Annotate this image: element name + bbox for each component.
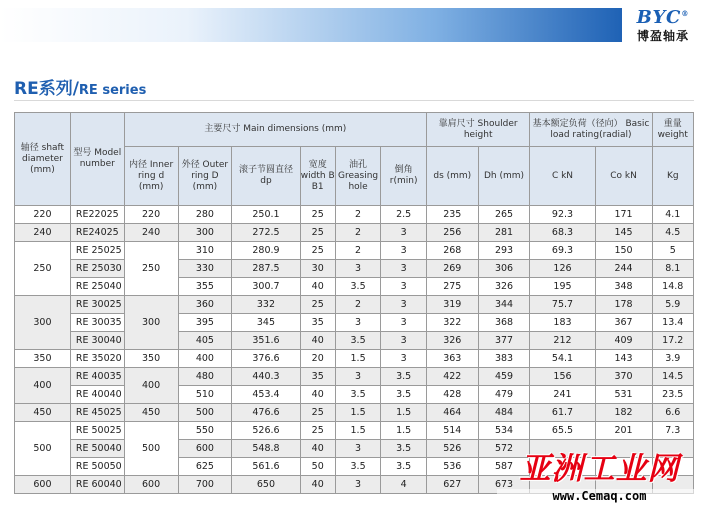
cell-c: 75.7 (530, 296, 595, 314)
cell-r: 3 (381, 314, 427, 332)
cell-outer: 330 (178, 260, 232, 278)
cell-dp: 526.6 (232, 422, 300, 440)
cell-model: RE22025 (70, 206, 124, 224)
table-row (15, 458, 694, 476)
cell-outer: 550 (178, 422, 232, 440)
cell-dh: 306 (478, 260, 530, 278)
cell-model: RE 25040 (70, 278, 124, 296)
col-ds: ds (mm) (426, 147, 478, 206)
cell-kg: 13.4 (652, 314, 694, 332)
page-title: RE系列/RE series (14, 79, 147, 99)
cell-width: 25 (300, 296, 335, 314)
cell-kg: 4.5 (652, 224, 694, 242)
cell-co: 143 (595, 350, 652, 368)
cell-outer: 300 (178, 224, 232, 242)
cell-outer: 510 (178, 386, 232, 404)
col-main-dimensions: 主要尺寸 Main dimensions (mm) (124, 113, 426, 147)
cell-r: 3.5 (381, 458, 427, 476)
table-body (15, 206, 694, 494)
cell-co: 409 (595, 332, 652, 350)
cell-co (595, 476, 652, 494)
cell-hole: 3 (335, 368, 381, 386)
cell-outer: 480 (178, 368, 232, 386)
cell-dp: 272.5 (232, 224, 300, 242)
cell-dh: 459 (478, 368, 530, 386)
table-row (15, 278, 694, 296)
cell-hole: 3.5 (335, 386, 381, 404)
cell-model: RE 50050 (70, 458, 124, 476)
cell-width: 25 (300, 206, 335, 224)
cell-c: 195 (530, 278, 595, 296)
title-divider (14, 100, 694, 101)
cell-dh: 534 (478, 422, 530, 440)
cell-dh: 383 (478, 350, 530, 368)
cell-width: 40 (300, 386, 335, 404)
cell-kg: 5.9 (652, 296, 694, 314)
cell-ds: 464 (426, 404, 478, 422)
cell-shaft: 450 (15, 404, 71, 422)
cell-ds: 326 (426, 332, 478, 350)
cell-c: 92.3 (530, 206, 595, 224)
cell-model: RE 50040 (70, 440, 124, 458)
cell-dh: 326 (478, 278, 530, 296)
cell-inner-ring: 450 (124, 404, 178, 422)
cell-shaft: 400 (15, 368, 71, 404)
table-row (15, 350, 694, 368)
col-outer-ring: 外径 Outer ring D (mm) (178, 147, 232, 206)
cell-outer: 355 (178, 278, 232, 296)
cell-ds: 627 (426, 476, 478, 494)
table-row (15, 386, 694, 404)
cell-shaft: 220 (15, 206, 71, 224)
cell-r: 3.5 (381, 368, 427, 386)
cell-width: 25 (300, 224, 335, 242)
table-row (15, 422, 694, 440)
cell-r: 3 (381, 260, 427, 278)
cell-r: 1.5 (381, 422, 427, 440)
cell-dp: 332 (232, 296, 300, 314)
cell-c: 183 (530, 314, 595, 332)
cell-outer: 310 (178, 242, 232, 260)
cell-dh: 368 (478, 314, 530, 332)
cell-dp: 287.5 (232, 260, 300, 278)
cell-inner-ring: 220 (124, 206, 178, 224)
cell-dh: 293 (478, 242, 530, 260)
cell-outer: 405 (178, 332, 232, 350)
cell-co: 150 (595, 242, 652, 260)
cell-hole: 3 (335, 440, 381, 458)
cell-kg (652, 458, 694, 476)
table-row (15, 296, 694, 314)
cell-hole: 3.5 (335, 332, 381, 350)
cell-width: 40 (300, 278, 335, 296)
cell-kg: 5 (652, 242, 694, 260)
cell-model: RE24025 (70, 224, 124, 242)
col-shaft: 轴径 shaft diameter (mm) (15, 113, 71, 206)
cell-hole: 3 (335, 260, 381, 278)
cell-c: 61.7 (530, 404, 595, 422)
cell-c (530, 458, 595, 476)
cell-outer: 600 (178, 440, 232, 458)
cell-model: RE 30040 (70, 332, 124, 350)
cell-shaft: 350 (15, 350, 71, 368)
cell-hole: 3 (335, 314, 381, 332)
cell-width: 25 (300, 404, 335, 422)
cell-dp: 548.8 (232, 440, 300, 458)
cell-ds: 268 (426, 242, 478, 260)
cell-dp: 650 (232, 476, 300, 494)
cell-r: 3 (381, 242, 427, 260)
cell-ds: 526 (426, 440, 478, 458)
cell-co (595, 458, 652, 476)
cell-kg: 4.1 (652, 206, 694, 224)
cell-c: 212 (530, 332, 595, 350)
cell-co: 244 (595, 260, 652, 278)
cell-kg: 3.9 (652, 350, 694, 368)
cell-inner-ring: 350 (124, 350, 178, 368)
cell-co: 201 (595, 422, 652, 440)
cell-dh: 587 (478, 458, 530, 476)
table-row (15, 368, 694, 386)
col-kg: Kg (652, 147, 694, 206)
col-shoulder: 靠肩尺寸 Shoulder height (426, 113, 529, 147)
cell-width: 40 (300, 440, 335, 458)
col-weight: 重量 weight (652, 113, 694, 147)
cell-kg (652, 476, 694, 494)
cell-inner-ring: 600 (124, 476, 178, 494)
cell-model: RE 25030 (70, 260, 124, 278)
cell-shaft: 240 (15, 224, 71, 242)
cell-kg: 6.6 (652, 404, 694, 422)
cell-dh: 344 (478, 296, 530, 314)
cell-dp: 453.4 (232, 386, 300, 404)
watermark-cn: 亚洲工业网 (519, 451, 680, 487)
cell-kg: 17.2 (652, 332, 694, 350)
cell-ds: 269 (426, 260, 478, 278)
cell-ds: 536 (426, 458, 478, 476)
cell-width: 25 (300, 422, 335, 440)
cell-kg: 14.5 (652, 368, 694, 386)
cell-kg: 23.5 (652, 386, 694, 404)
bearing-spec-table (14, 112, 694, 494)
cell-model: RE 30025 (70, 296, 124, 314)
cell-width: 25 (300, 242, 335, 260)
cell-shaft: 300 (15, 296, 71, 350)
cell-hole: 2 (335, 224, 381, 242)
cell-inner-ring: 240 (124, 224, 178, 242)
cell-hole: 1.5 (335, 404, 381, 422)
cell-kg: 14.8 (652, 278, 694, 296)
table-row (15, 224, 694, 242)
brand-logo-mark: BYC® (636, 7, 690, 28)
cell-co: 367 (595, 314, 652, 332)
cell-dp: 280.9 (232, 242, 300, 260)
table-row (15, 332, 694, 350)
cell-r: 4 (381, 476, 427, 494)
cell-hole: 2 (335, 242, 381, 260)
cell-dp: 300.7 (232, 278, 300, 296)
cell-ds: 322 (426, 314, 478, 332)
cell-dh: 572 (478, 440, 530, 458)
cell-dp: 345 (232, 314, 300, 332)
cell-kg: 8.1 (652, 260, 694, 278)
cell-ds: 422 (426, 368, 478, 386)
cell-c: 54.1 (530, 350, 595, 368)
cell-shaft: 500 (15, 422, 71, 476)
cell-model: RE 25025 (70, 242, 124, 260)
cell-model: RE 50025 (70, 422, 124, 440)
cell-co: 531 (595, 386, 652, 404)
cell-model: RE 35020 (70, 350, 124, 368)
cell-r: 3 (381, 350, 427, 368)
cell-co: 182 (595, 404, 652, 422)
cell-hole: 2 (335, 206, 381, 224)
col-load: 基本额定负荷（径向） Basic load rating(radial) (530, 113, 652, 147)
table-row (15, 440, 694, 458)
table-row (15, 242, 694, 260)
cell-outer: 280 (178, 206, 232, 224)
cell-r: 2.5 (381, 206, 427, 224)
cell-co: 171 (595, 206, 652, 224)
col-inner-ring: 内径 Inner ring d (mm) (124, 147, 178, 206)
cell-shaft: 250 (15, 242, 71, 296)
col-width: 宽度 width B B1 (300, 147, 335, 206)
watermark-url: www.Cemaq.com (497, 489, 702, 503)
table-row (15, 206, 694, 224)
cell-inner-ring: 500 (124, 422, 178, 476)
cell-r: 1.5 (381, 404, 427, 422)
cell-co: 370 (595, 368, 652, 386)
cell-model: RE 40035 (70, 368, 124, 386)
col-dh: Dh (mm) (478, 147, 530, 206)
cell-inner-ring: 400 (124, 368, 178, 404)
cell-dh: 479 (478, 386, 530, 404)
cell-inner-ring: 300 (124, 296, 178, 350)
cell-hole: 1.5 (335, 350, 381, 368)
cell-hole: 3.5 (335, 278, 381, 296)
cell-r: 3 (381, 296, 427, 314)
cell-dp: 440.3 (232, 368, 300, 386)
col-chamfer: 倒角 r(min) (381, 147, 427, 206)
cell-outer: 625 (178, 458, 232, 476)
col-pitch: 滚子节圆直径 dp (232, 147, 300, 206)
cell-c (530, 440, 595, 458)
cell-ds: 275 (426, 278, 478, 296)
cell-co: 178 (595, 296, 652, 314)
cell-model: RE 45025 (70, 404, 124, 422)
cell-hole: 2 (335, 296, 381, 314)
cell-dp: 376.6 (232, 350, 300, 368)
cell-dp: 476.6 (232, 404, 300, 422)
col-model: 型号 Model number (70, 113, 124, 206)
cell-ds: 514 (426, 422, 478, 440)
cell-outer: 500 (178, 404, 232, 422)
cell-inner-ring: 250 (124, 242, 178, 296)
cell-shaft: 600 (15, 476, 71, 494)
cell-ds: 428 (426, 386, 478, 404)
cell-co: 348 (595, 278, 652, 296)
brand-logo (628, 4, 698, 44)
col-greasing: 油孔 Greasing hole (335, 147, 381, 206)
cell-outer: 400 (178, 350, 232, 368)
cell-dh: 673 (478, 476, 530, 494)
cell-model: RE 30035 (70, 314, 124, 332)
cell-width: 40 (300, 332, 335, 350)
col-c: C kN (530, 147, 595, 206)
cell-ds: 363 (426, 350, 478, 368)
cell-r: 3 (381, 224, 427, 242)
cell-ds: 319 (426, 296, 478, 314)
cell-width: 50 (300, 458, 335, 476)
cell-r: 3 (381, 332, 427, 350)
cell-model: RE 40040 (70, 386, 124, 404)
cell-c: 69.3 (530, 242, 595, 260)
cell-c: 126 (530, 260, 595, 278)
table-row (15, 314, 694, 332)
cell-c (530, 476, 595, 494)
cell-width: 35 (300, 368, 335, 386)
cell-dh: 281 (478, 224, 530, 242)
table-row (15, 260, 694, 278)
cell-dp: 351.6 (232, 332, 300, 350)
cell-dp: 561.6 (232, 458, 300, 476)
cell-width: 20 (300, 350, 335, 368)
cell-hole: 3 (335, 476, 381, 494)
cell-r: 3 (381, 278, 427, 296)
cell-dh: 265 (478, 206, 530, 224)
cell-width: 30 (300, 260, 335, 278)
cell-ds: 256 (426, 224, 478, 242)
cell-ds: 235 (426, 206, 478, 224)
cell-outer: 360 (178, 296, 232, 314)
cell-hole: 1.5 (335, 422, 381, 440)
cell-width: 35 (300, 314, 335, 332)
table-row (15, 404, 694, 422)
header-banner (0, 8, 622, 42)
cell-r: 3.5 (381, 386, 427, 404)
cell-co (595, 440, 652, 458)
cell-r: 3.5 (381, 440, 427, 458)
cell-outer: 395 (178, 314, 232, 332)
col-co: Co kN (595, 147, 652, 206)
cell-c: 156 (530, 368, 595, 386)
brand-name: 博盈轴承 (636, 29, 689, 43)
cell-c: 68.3 (530, 224, 595, 242)
cell-dh: 377 (478, 332, 530, 350)
cell-outer: 700 (178, 476, 232, 494)
cell-width: 40 (300, 476, 335, 494)
cell-co: 145 (595, 224, 652, 242)
cell-dp: 250.1 (232, 206, 300, 224)
cell-dh: 484 (478, 404, 530, 422)
table-row (15, 476, 694, 494)
cell-c: 241 (530, 386, 595, 404)
cell-model: RE 60040 (70, 476, 124, 494)
cell-kg (652, 440, 694, 458)
cell-hole: 3.5 (335, 458, 381, 476)
cell-kg: 7.3 (652, 422, 694, 440)
cell-c: 65.5 (530, 422, 595, 440)
